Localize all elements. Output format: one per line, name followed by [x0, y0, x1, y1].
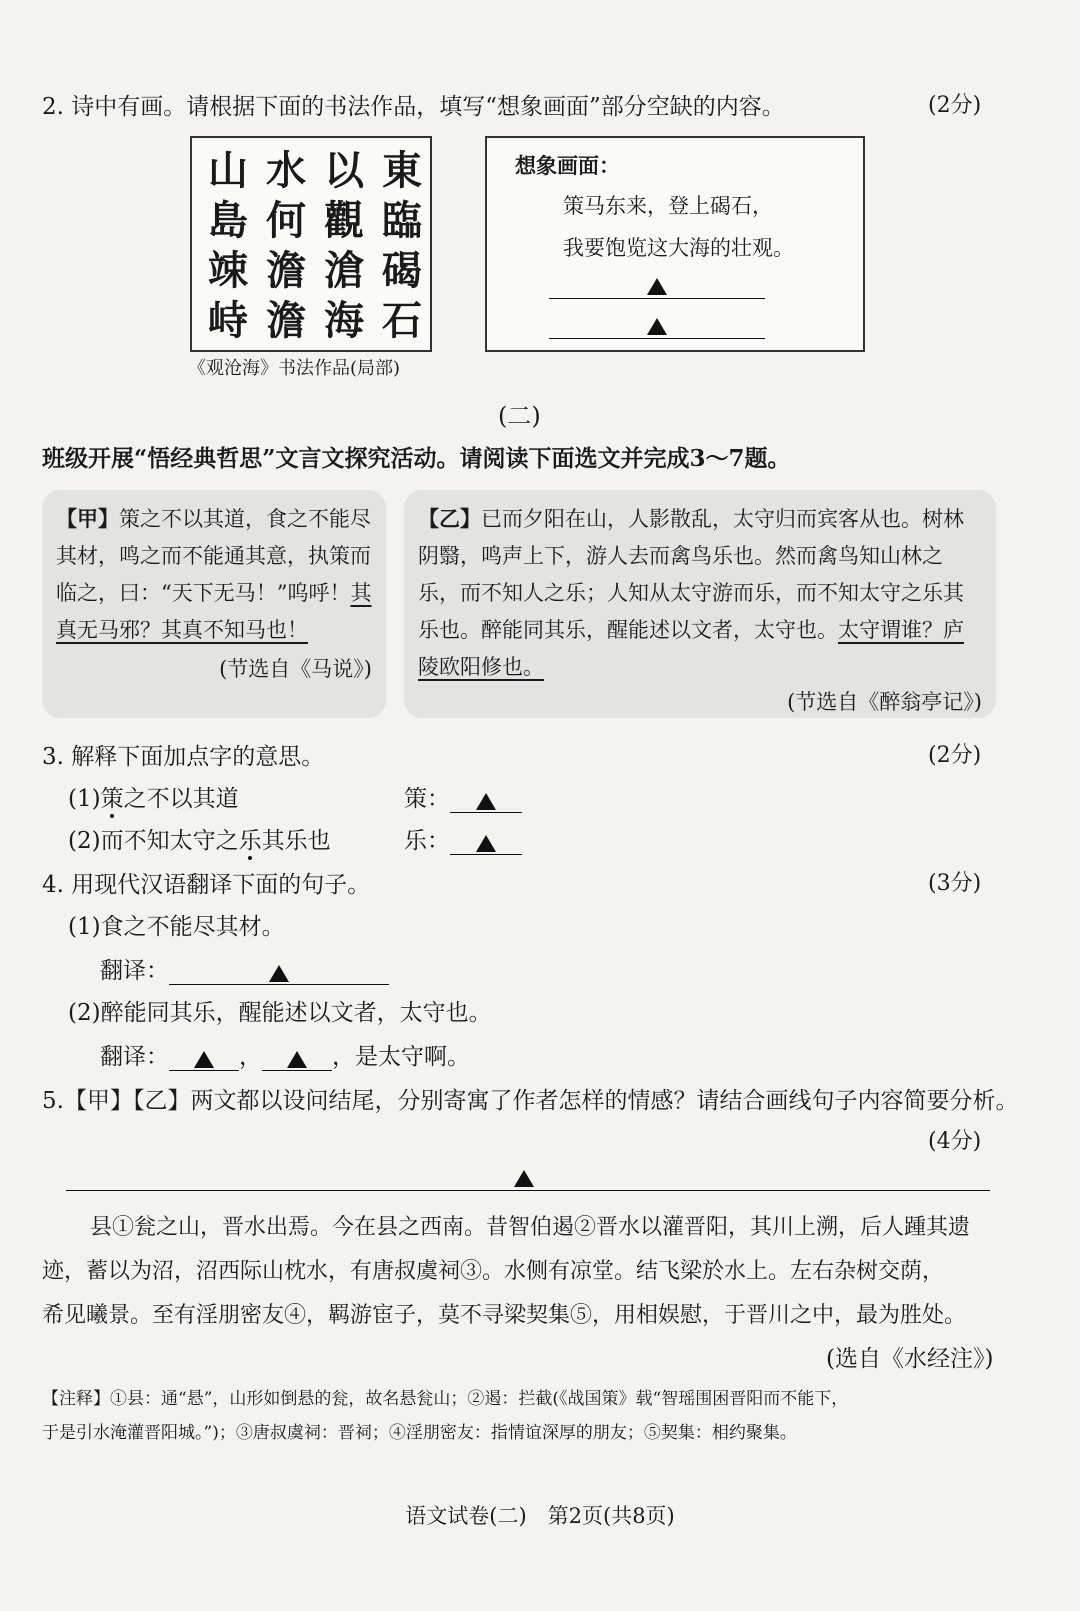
passage-shuijing [42, 1206, 1002, 1338]
answer-triangle [647, 318, 667, 339]
answer-blank [262, 1048, 332, 1071]
passage-yi-text: 已而夕阳在山，人影散乱，太守归而宾客从也。树林阴翳，鸣声上下，游人去而禽鸟乐也。然而禽鸟知山林之乐，而不知人之乐；人知从太守游而乐，而不知太守之乐其乐也。醉能同其乐，醒能述以文者，太守也。 [418, 507, 964, 642]
passage-line-2: 迹，蓄以为沼，沼西际山枕水，有唐叔虞祠③。水侧有凉堂。结飞梁於水上。左右杂树交荫， [42, 1259, 945, 1284]
calligraphy-char: 以 [324, 147, 364, 194]
calligraphy-column-2 [320, 146, 368, 346]
calligraphy-column-3 [262, 146, 310, 346]
answer-line-1[interactable] [549, 298, 765, 299]
passage-jia [42, 490, 386, 718]
answer-blank [169, 1048, 239, 1071]
passage-yi [404, 490, 996, 718]
calligraphy-artwork [190, 136, 432, 352]
imagine-line-2: 我要饱览这大海的壮观。 [563, 236, 794, 260]
calligraphy-char: 觀 [324, 197, 364, 244]
q4-answer-1[interactable]: 翻译： [100, 952, 389, 985]
calligraphy-char: 滄 [324, 247, 364, 294]
question-5-text: 5.【甲】【乙】两文都以设问结尾，分别寄寓了作者怎样的情感？请结合画线句子内容简要分析。 [42, 1088, 1019, 1114]
q4-item-1: (1)食之不能尽其材。 [68, 914, 285, 940]
calligraphy-char: 島 [208, 197, 248, 244]
calligraphy-char: 臨 [382, 197, 422, 244]
passage-shuijing-source: (选自《水经注》) [826, 1346, 994, 1372]
question-2-text: 2. 诗中有画。请根据下面的书法作品，填写“想象画面”部分空缺的内容。 [42, 94, 785, 120]
passage-line-3: 希见曦景。至有淫朋密友④，羁游宦子，莫不寻梁契集⑤，用相娱慰，于晋川之中，最为胜处。 [42, 1303, 967, 1328]
answer-triangle [647, 278, 667, 299]
question-3-text: 3. 解释下面加点字的意思。 [42, 744, 325, 770]
answer-blank [169, 962, 389, 985]
question-4-score: (3分) [928, 871, 982, 896]
calligraphy-char: 碣 [382, 247, 422, 294]
q4-item-2: (2)醉能同其乐，醒能述以文者，太守也。 [68, 1000, 492, 1026]
calligraphy-char: 石 [382, 297, 422, 344]
calligraphy-char: 何 [266, 197, 306, 244]
passage-jia-source: (节选自《马说》) [219, 657, 372, 681]
passage-yi-source: (节选自《醉翁亭记》) [787, 690, 982, 714]
section-title: (二) [498, 402, 541, 430]
calligraphy-char: 竦 [208, 247, 248, 294]
calligraphy-column-4 [204, 146, 252, 346]
calligraphy-char: 水 [266, 147, 306, 194]
answer-line[interactable] [66, 1190, 990, 1191]
question-3-score: (2分) [928, 743, 982, 768]
calligraphy-char: 澹 [266, 247, 306, 294]
question-4-text: 4. 用现代汉语翻译下面的句子。 [42, 872, 371, 898]
calligraphy-column-1 [378, 146, 426, 346]
q3-item-2: (2)而不知太守之乐其乐也 [68, 828, 331, 854]
annotation-line-2: 于是引水淹灌晋阳城。”)；③唐叔虞祠：晋祠；④淫朋密友：指情谊深厚的朋友；⑤契集：相约聚集。 [42, 1423, 797, 1443]
dotted-char: 乐 [238, 828, 262, 854]
calligraphy-char: 澹 [266, 297, 306, 344]
answer-triangle [514, 1170, 534, 1191]
passage-jia-text: 策之不以其道，食之不能尽其材，鸣之而不能通其意，执策而临之，曰：“天下无马！”呜呼！ [56, 507, 371, 605]
answer-blank [450, 832, 522, 855]
passage-yi-label: 【乙】 [418, 506, 481, 531]
q3-item-1: (1)策之不以其道 [68, 786, 239, 812]
q3-answer-2[interactable]: 乐： [404, 822, 522, 855]
calligraphy-char: 山 [208, 147, 248, 194]
passage-jia-underlined: 其真无马邪？其真不知马也！ [56, 581, 372, 642]
imagine-title: 想象画面： [515, 153, 620, 178]
q4-answer-2[interactable]: 翻译： ， ，是太守啊。 [100, 1044, 470, 1070]
calligraphy-char: 東 [382, 147, 422, 194]
calligraphy-char: 峙 [208, 297, 248, 344]
imagine-scene-box [485, 136, 865, 352]
passage-jia-label: 【甲】 [56, 506, 119, 531]
dotted-char: 策 [100, 786, 124, 812]
imagine-line-1: 策马东来，登上碣石， [563, 194, 773, 218]
passage-yi-underlined: 太守谓谁？庐陵欧阳修也。 [418, 618, 964, 679]
annotation-line-1: 【注释】①县：通“悬”，山形如倒悬的瓮，故名悬瓮山；②遏：拦截(《战国策》载“智瑶围困晋阳而不能下， [42, 1389, 849, 1409]
calligraphy-char: 海 [324, 297, 364, 344]
calligraphy-caption: 《观沧海》书法作品(局部) [188, 358, 401, 379]
answer-blank [450, 790, 522, 813]
passage-line-1: 县①瓮之山，晋水出焉。今在县之西南。昔智伯遏②晋水以灌晋阳，其川上溯，后人踵其遗 [90, 1215, 971, 1240]
annotations [42, 1382, 848, 1450]
activity-intro: 班级开展“悟经典哲思”文言文探究活动。请阅读下面选文并完成3～7题。 [42, 445, 791, 472]
answer-line-2[interactable] [549, 338, 765, 339]
q3-answer-1[interactable]: 策： [404, 780, 522, 813]
page-footer: 语文试卷(二) 第2页(共8页) [405, 1504, 675, 1528]
question-5-score: (4分) [928, 1129, 982, 1154]
question-2-score: (2分) [928, 93, 982, 118]
